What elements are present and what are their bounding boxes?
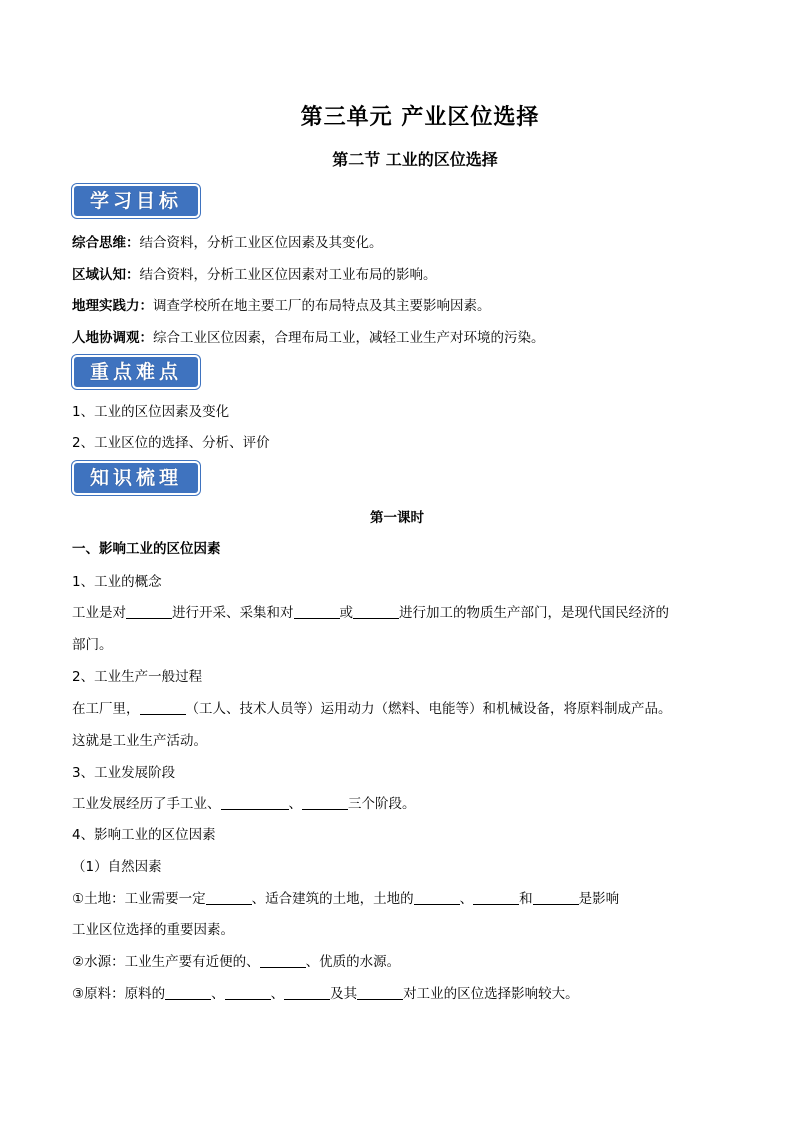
process-line: 在工厂里， （工人、技术人员等）运用动力（燃料、电能等）和机械设备，将原料制成产品。 <box>72 701 672 717</box>
goal-line-4: 人地协调观：综合工业区位因素，合理布局工业，减轻工业生产对环境的污染。 <box>72 330 545 346</box>
fill-blank[interactable] <box>533 890 579 905</box>
water-line: ②水源：工业生产要有近便的、 、优质的水源。 <box>72 954 401 970</box>
fill-blank[interactable] <box>353 604 399 619</box>
goal-line-1: 综合思维：结合资料，分析工业区位因素及其变化。 <box>72 235 383 251</box>
fill-blank[interactable] <box>206 890 252 905</box>
section-heading: 一、影响工业的区位因素 <box>72 541 221 557</box>
stage-heading: 3、工业发展阶段 <box>72 765 176 781</box>
knowledge-badge: 知识梳理 <box>72 461 200 495</box>
fill-blank[interactable] <box>357 985 403 1000</box>
key-point-1: 1、工业的区位因素及变化 <box>72 404 230 420</box>
factor-heading: 4、影响工业的区位因素 <box>72 827 216 843</box>
fill-blank[interactable] <box>140 700 186 715</box>
fill-blank[interactable] <box>165 985 211 1000</box>
concept-line-cont: 部门。 <box>72 637 113 653</box>
key-points-badge: 重点难点 <box>72 355 200 389</box>
fill-blank[interactable] <box>225 985 271 1000</box>
learning-goals-badge: 学习目标 <box>72 184 200 218</box>
key-point-2: 2、工业区位的选择、分析、评价 <box>72 435 270 451</box>
goal-line-3: 地理实践力：调查学校所在地主要工厂的布局特点及其主要影响因素。 <box>72 298 491 314</box>
process-line-cont: 这就是工业生产活动。 <box>72 733 207 749</box>
concept-line: 工业是对 进行开采、采集和对 或 进行加工的物质生产部门，是现代国民经济的 <box>72 605 669 621</box>
fill-blank[interactable] <box>294 604 340 619</box>
fill-blank[interactable] <box>302 795 348 810</box>
fill-blank[interactable] <box>126 604 172 619</box>
fill-blank[interactable] <box>414 890 460 905</box>
fill-blank[interactable] <box>473 890 519 905</box>
concept-heading: 1、工业的概念 <box>72 574 162 590</box>
goal-line-2: 区域认知：结合资料，分析工业区位因素对工业布局的影响。 <box>72 267 437 283</box>
fill-blank[interactable] <box>221 795 289 810</box>
fill-blank[interactable] <box>284 985 330 1000</box>
natural-factor-heading: （1）自然因素 <box>72 859 162 875</box>
process-heading: 2、工业生产一般过程 <box>72 669 203 685</box>
land-line: ①土地：工业需要一定 、适合建筑的土地，土地的 、 和 是影响 <box>72 891 620 907</box>
land-line-cont: 工业区位选择的重要因素。 <box>72 922 234 938</box>
section-subtitle: 第二节 工业的区位选择 <box>332 150 498 169</box>
fill-blank[interactable] <box>260 953 306 968</box>
stage-line: 工业发展经历了手工业、 、 三个阶段。 <box>72 796 416 812</box>
page-title: 第三单元 产业区位选择 <box>300 105 540 130</box>
lesson-heading: 第一课时 <box>370 510 424 526</box>
raw-material-line: ③原料：原料的 、 、 及其 对工业的区位选择影响较大。 <box>72 986 579 1002</box>
